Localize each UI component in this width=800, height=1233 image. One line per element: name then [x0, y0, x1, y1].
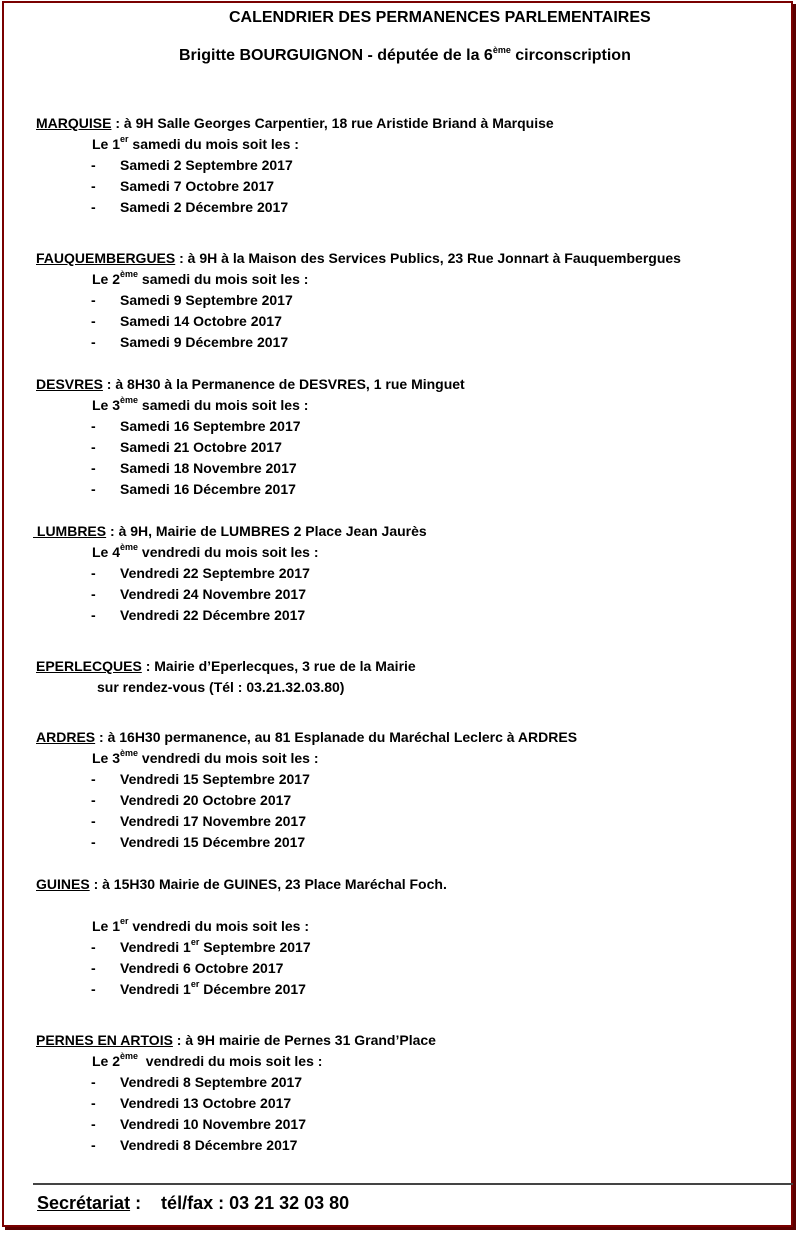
date-item: - Samedi 16 Septembre 2017 [91, 418, 301, 434]
location-marquise: MARQUISE : à 9H Salle Georges Carpentier, 18 rue Aristide Briand à Marquise [36, 115, 554, 131]
date-item: - Samedi 21 Octobre 2017 [91, 439, 282, 455]
rule-guines: Le 1er vendredi du mois soit les : [92, 916, 310, 934]
location-lumbres: LUMBRES : à 9H, Mairie de LUMBRES 2 Place Jean Jaurès [33, 523, 427, 539]
date-item: - Samedi 9 Décembre 2017 [91, 334, 289, 350]
date-item: - Vendredi 1er Septembre 2017 [91, 937, 311, 955]
date-item: - Vendredi 13 Octobre 2017 [91, 1095, 292, 1111]
note-eperlecques: sur rendez-vous (Tél : 03.21.32.03.80) [97, 679, 345, 695]
location-fauquembergues: FAUQUEMBERGUES : à 9H à la Maison des Services Publics, 23 Rue Jonnart à Fauquembergues [36, 250, 681, 266]
date-item: - Vendredi 22 Septembre 2017 [91, 565, 310, 581]
date-item: - Samedi 16 Décembre 2017 [91, 481, 296, 497]
location-desvres: DESVRES : à 8H30 à la Permanence de DESVRES, 1 rue Minguet [36, 376, 465, 392]
date-item: - Vendredi 6 Octobre 2017 [91, 960, 284, 976]
date-item: - Samedi 2 Décembre 2017 [91, 199, 289, 215]
date-item: - Samedi 18 Novembre 2017 [91, 460, 297, 476]
date-item: - Samedi 9 Septembre 2017 [91, 292, 293, 308]
rule-fauquembergues: Le 2ème samedi du mois soit les : [92, 269, 309, 287]
date-item: - Vendredi 8 Décembre 2017 [91, 1137, 298, 1153]
page-subtitle: Brigitte BOURGUIGNON - députée de la 6ème circonscription [179, 44, 631, 64]
date-item: - Vendredi 10 Novembre 2017 [91, 1116, 306, 1132]
date-item: - Vendredi 15 Décembre 2017 [91, 834, 306, 850]
date-item: - Vendredi 17 Novembre 2017 [91, 813, 306, 829]
date-item: - Vendredi 8 Septembre 2017 [91, 1074, 303, 1090]
footer-secretariat [33, 1183, 793, 1217]
date-item: - Vendredi 22 Décembre 2017 [91, 607, 306, 623]
date-item: - Samedi 7 Octobre 2017 [91, 178, 275, 194]
location-guines: GUINES : à 15H30 Mairie de GUINES, 23 Place Maréchal Foch. [36, 876, 447, 892]
date-item: - Vendredi 15 Septembre 2017 [91, 771, 310, 787]
date-item: - Vendredi 20 Octobre 2017 [91, 792, 292, 808]
location-pernes-en-artois: PERNES EN ARTOIS : à 9H mairie de Pernes 31 Grand’Place [36, 1032, 436, 1048]
rule-lumbres: Le 4ème vendredi du mois soit les : [92, 542, 319, 560]
date-item: - Vendredi 24 Novembre 2017 [91, 586, 306, 602]
rule-marquise: Le 1er samedi du mois soit les : [92, 134, 299, 152]
secretariat-contact: Secrétariat : tél/fax : 03 21 32 03 80 [37, 1193, 350, 1213]
location-ardres: ARDRES : à 16H30 permanence, au 81 Esplanade du Maréchal Leclerc à ARDRES [36, 729, 578, 745]
date-item: - Vendredi 1er Décembre 2017 [91, 979, 306, 997]
page-title: CALENDRIER DES PERMANENCES PARLEMENTAIRES [229, 9, 651, 26]
date-item: - Samedi 14 Octobre 2017 [91, 313, 282, 329]
date-item: - Samedi 2 Septembre 2017 [91, 157, 293, 173]
rule-pernes: Le 2ème vendredi du mois soit les : [92, 1051, 323, 1069]
location-eperlecques: EPERLECQUES : Mairie d’Eperlecques, 3 rue de la Mairie [36, 658, 416, 674]
rule-desvres: Le 3ème samedi du mois soit les : [92, 395, 309, 413]
rule-ardres: Le 3ème vendredi du mois soit les : [92, 748, 319, 766]
